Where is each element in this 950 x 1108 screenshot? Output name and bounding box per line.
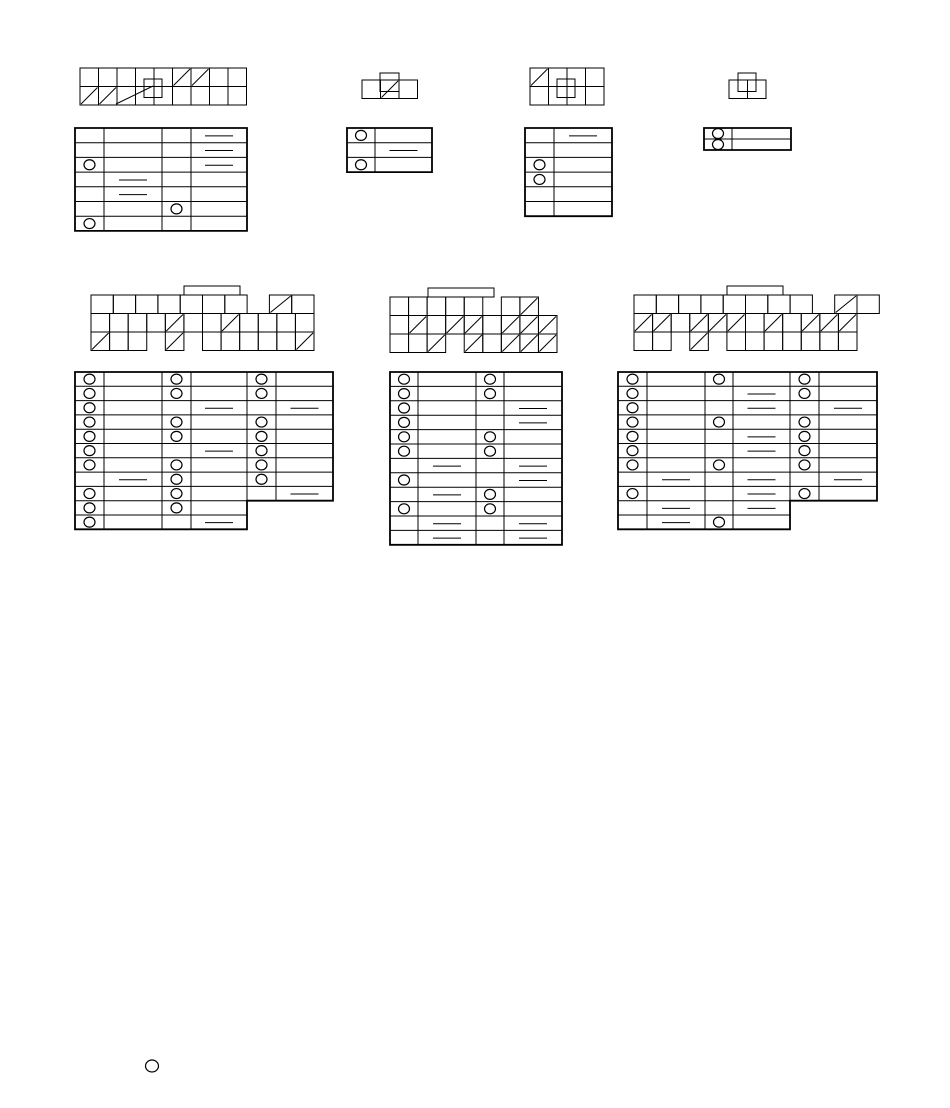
circle-marker: [84, 431, 95, 441]
diagonal-slash: [502, 317, 519, 334]
face-cell: [80, 68, 99, 87]
circle-marker: [171, 388, 182, 398]
face-cell: [483, 316, 502, 335]
face-cell: [292, 295, 314, 314]
circle-marker: [399, 403, 410, 413]
face-cell: [634, 332, 653, 351]
diagonal-slash: [635, 315, 652, 332]
legend: [146, 1060, 159, 1072]
face-cell: [723, 295, 745, 314]
face-cell: [390, 316, 409, 335]
circle-marker: [171, 460, 182, 470]
face-cell: [768, 295, 790, 314]
diagonal-slash: [296, 333, 313, 350]
circle-marker: [627, 431, 638, 441]
diagonal-slash: [521, 335, 538, 352]
face-cell: [783, 314, 802, 333]
face-cell: [409, 334, 428, 353]
diagonal-slash: [465, 335, 482, 352]
circle-marker: [84, 374, 95, 384]
face-cell: [147, 314, 166, 333]
face-cell: [464, 297, 483, 316]
diagonal-slash: [465, 317, 482, 334]
circle-marker: [627, 446, 638, 456]
circle-marker: [534, 174, 545, 184]
diagonal-slash: [502, 335, 519, 352]
diagonal-slash: [765, 315, 782, 332]
diagonal-slash: [174, 69, 191, 86]
diagonal-slash: [836, 296, 856, 313]
circle-marker: [627, 417, 638, 427]
table-outline: [75, 128, 247, 231]
circle-marker: [399, 389, 410, 399]
connector-c5: [75, 286, 333, 529]
circle-marker: [356, 130, 367, 140]
face-cell: [210, 68, 229, 87]
circle-marker: [627, 460, 638, 470]
connector-c7: [618, 286, 879, 529]
face-cell: [783, 332, 802, 351]
face-cell: [191, 87, 210, 106]
circle-marker: [399, 475, 410, 485]
face-cell: [203, 332, 222, 351]
face-cell: [838, 332, 857, 351]
circle-marker: [714, 374, 725, 384]
diagonal-slash: [166, 315, 183, 332]
circle-marker: [399, 374, 410, 384]
face-cell: [634, 295, 656, 314]
diagonal-slash: [410, 317, 427, 334]
face-cell: [427, 316, 446, 335]
circle-marker: [799, 417, 810, 427]
face-cell: [801, 332, 820, 351]
face-cell: [173, 87, 192, 106]
circle-marker: [799, 374, 810, 384]
face-cell: [549, 87, 568, 106]
diagonal-slash: [654, 315, 671, 332]
circle-marker: [627, 403, 638, 413]
face-cell: [117, 68, 136, 87]
circle-marker: [256, 374, 267, 384]
face-cell: [483, 334, 502, 353]
face-cell: [258, 314, 277, 333]
face-cell: [228, 68, 247, 87]
face-cell: [240, 332, 259, 351]
face-cell: [671, 314, 690, 333]
circle-marker: [256, 388, 267, 398]
circle-marker: [627, 374, 638, 384]
circle-marker: [171, 417, 182, 427]
diagonal-slash: [116, 86, 153, 104]
circle-marker: [84, 460, 95, 470]
circle-marker: [84, 417, 95, 427]
face-cell: [746, 314, 765, 333]
connector-c3: [525, 68, 612, 216]
circle-marker: [627, 489, 638, 499]
face-cell: [240, 314, 259, 333]
circle-marker: [485, 489, 496, 499]
locking-tab: [727, 286, 783, 295]
circle-marker: [84, 388, 95, 398]
face-cell: [748, 80, 767, 99]
circle-marker: [84, 219, 95, 229]
circle-marker: [84, 503, 95, 513]
circle-marker: [799, 446, 810, 456]
circle-marker: [84, 160, 95, 170]
circle-marker: [171, 474, 182, 484]
diagonal-slash: [539, 335, 556, 352]
diagonal-slash: [382, 81, 399, 98]
locking-tab: [144, 79, 162, 98]
connector-c4: [704, 73, 791, 150]
face-cell: [228, 87, 247, 106]
face-cell: [530, 87, 549, 106]
face-cell: [427, 297, 446, 316]
diagonal-slash: [839, 315, 856, 332]
face-cell: [656, 295, 678, 314]
circle-marker: [799, 431, 810, 441]
circle-marker: [256, 474, 267, 484]
face-cell: [277, 332, 296, 351]
face-cell: [184, 314, 203, 333]
circle-marker: [399, 504, 410, 514]
circle-marker: [799, 388, 810, 398]
face-cell: [446, 297, 465, 316]
circle-marker: [714, 460, 725, 470]
circle-marker: [256, 431, 267, 441]
face-cell: [586, 87, 605, 106]
circle-marker: [171, 431, 182, 441]
face-cell: [277, 314, 296, 333]
face-cell: [362, 80, 381, 99]
circle-marker: [399, 417, 410, 427]
circle-marker: [485, 374, 496, 384]
face-cell: [180, 295, 202, 314]
circle-marker: [399, 446, 410, 456]
face-cell: [820, 332, 839, 351]
face-cell: [210, 87, 229, 106]
diagonal-slash: [521, 298, 538, 315]
face-cell: [790, 295, 812, 314]
face-cell: [154, 87, 173, 106]
circle-marker: [799, 489, 810, 499]
circle-marker: [534, 160, 545, 170]
diagonal-slash: [691, 315, 708, 332]
face-cell: [653, 332, 672, 351]
circle-marker: [485, 446, 496, 456]
face-cell: [399, 80, 418, 99]
circle-marker: [485, 504, 496, 514]
face-cell: [586, 68, 605, 87]
circle-marker: [485, 389, 496, 399]
circle-marker: [84, 517, 95, 527]
face-cell: [567, 68, 586, 87]
face-cell: [221, 332, 240, 351]
face-cell: [136, 87, 155, 106]
circle-marker: [256, 417, 267, 427]
face-cell: [390, 297, 409, 316]
face-cell: [136, 68, 155, 87]
face-cell: [203, 314, 222, 333]
diagonal-slash: [531, 69, 548, 86]
locking-tab: [184, 286, 240, 295]
circle-marker: [485, 432, 496, 442]
circle-marker: [799, 460, 810, 470]
circle-marker: [627, 388, 638, 398]
circle-marker: [256, 460, 267, 470]
face-cell: [154, 68, 173, 87]
face-cell: [746, 332, 765, 351]
locking-tab: [428, 288, 494, 297]
circle-marker: [171, 489, 182, 499]
circle-marker: [714, 517, 725, 527]
face-cell: [727, 332, 746, 351]
face-cell: [113, 295, 135, 314]
face-cell: [91, 314, 110, 333]
circle-marker: [256, 446, 267, 456]
face-cell: [764, 332, 783, 351]
diagonal-slash: [521, 317, 538, 334]
face-cell: [110, 332, 129, 351]
diagonal-slash: [222, 315, 239, 332]
diagonal-slash: [691, 333, 708, 350]
diagonal-slash: [709, 315, 726, 332]
connector-c1: [75, 68, 247, 231]
diagonal-slash: [81, 88, 98, 105]
face-cell: [225, 295, 247, 314]
diagonal-slash: [270, 296, 290, 313]
face-cell: [158, 295, 180, 314]
face-cell: [128, 314, 147, 333]
face-cell: [203, 295, 225, 314]
diagonal-slash: [539, 317, 556, 334]
diagonal-slash: [100, 88, 117, 105]
face-cell: [128, 332, 147, 351]
circle-marker: [399, 432, 410, 442]
face-cell: [857, 295, 879, 314]
locking-tab: [557, 79, 575, 98]
circle-marker: [714, 417, 725, 427]
diagonal-slash: [428, 335, 445, 352]
circle-marker: [146, 1060, 159, 1072]
face-cell: [409, 297, 428, 316]
face-cell: [110, 314, 129, 333]
connector-c6: [390, 288, 562, 545]
face-cell: [390, 334, 409, 353]
diagonal-slash: [192, 69, 209, 86]
circle-marker: [84, 489, 95, 499]
diagonal-slash: [92, 333, 109, 350]
face-cell: [746, 295, 768, 314]
face-cell: [91, 295, 113, 314]
face-cell: [701, 295, 723, 314]
circle-marker: [713, 129, 724, 139]
connector-c2: [347, 73, 432, 172]
circle-marker: [171, 503, 182, 513]
circle-marker: [713, 140, 724, 150]
circle-marker: [356, 160, 367, 170]
circle-marker: [84, 446, 95, 456]
diagonal-slash: [447, 317, 464, 334]
face-cell: [295, 314, 314, 333]
face-cell: [501, 297, 520, 316]
face-cell: [679, 295, 701, 314]
diagonal-slash: [802, 315, 819, 332]
face-cell: [567, 87, 586, 106]
face-cell: [549, 68, 568, 87]
table-outline: [75, 372, 333, 529]
face-cell: [258, 332, 277, 351]
diagonal-slash: [166, 333, 183, 350]
circle-marker: [171, 204, 182, 214]
diagonal-slash: [821, 315, 838, 332]
circle-marker: [171, 374, 182, 384]
face-cell: [99, 68, 118, 87]
diagonal-slash: [728, 315, 745, 332]
circle-marker: [84, 403, 95, 413]
face-cell: [136, 295, 158, 314]
